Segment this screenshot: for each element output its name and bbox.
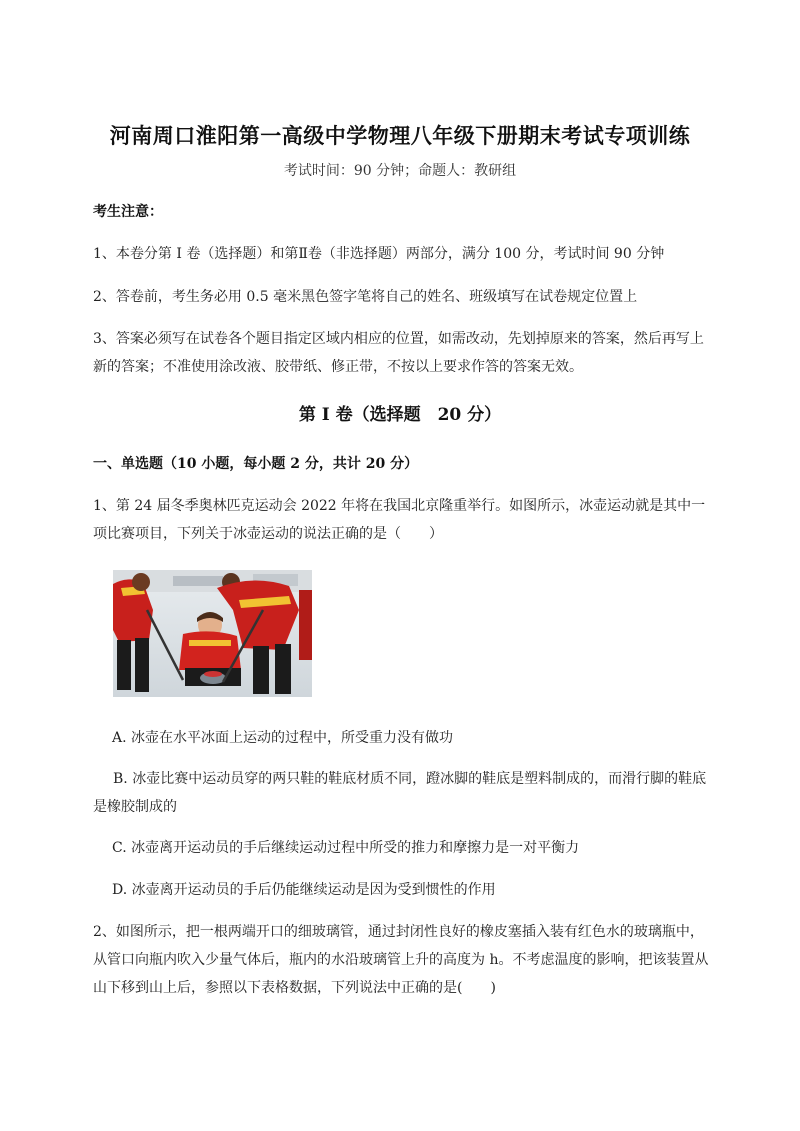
- notice-item: 3、答案必须写在试卷各个题目指定区域内相应的位置，如需改动，先划掉原来的答案，然后再写上新的答案；不准使用涂改液、胶带纸、修正带，不按以上要求作答的答案无效。: [93, 331, 704, 375]
- option-a: A. 冰壶在水平冰面上运动的过程中，所受重力没有做功: [112, 730, 454, 746]
- curling-photo: [113, 570, 312, 697]
- option-d: D. 冰壶离开运动员的手后仍能继续运动是因为受到惯性的作用: [112, 882, 496, 898]
- section-title: 第 I 卷（选择题 20 分）: [298, 405, 502, 425]
- notice-heading: 考生注意：: [93, 204, 163, 220]
- question-stem: 2、如图所示，把一根两端开口的细玻璃管，通过封闭性良好的橡皮塞插入装有红色水的玻璃瓶中，从管口向瓶内吹入少量气体后，瓶内的水沿玻璃管上升的高度为 h。不考虑温度的影响，把该装置从山下移到山上后，参照以下表格数据，下列说法中正确的是( ): [93, 924, 709, 996]
- option-b: B. 冰壶比赛中运动员穿的两只鞋的鞋底材质不同，蹬冰脚的鞋底是塑料制成的，而滑行脚的鞋底是橡胶制成的: [93, 771, 707, 815]
- question-stem: 1、第 24 届冬季奥林匹克运动会 2022 年将在我国北京隆重举行。如图所示，冰壶运动就是其中一项比赛项目，下列关于冰壶运动的说法正确的是（ ）: [93, 498, 706, 542]
- page-title: 河南周口淮阳第一高级中学物理八年级下册期末考试专项训练: [109, 123, 691, 148]
- option-c: C. 冰壶离开运动员的手后继续运动过程中所受的推力和摩擦力是一对平衡力: [112, 840, 580, 856]
- exam-info: 考试时间：90 分钟；命题人：教研组: [283, 163, 517, 179]
- notice-item: 1、本卷分第 I 卷（选择题）和第Ⅱ卷（非选择题）两部分，满分 100 分，考试时间 90 分钟: [93, 246, 665, 262]
- notice-item: 2、答卷前，考生务必用 0.5 毫米黑色签字笔将自己的姓名、班级填写在试卷规定位置上: [93, 289, 638, 305]
- part-heading: 一、单选题（10 小题，每小题 2 分，共计 20 分）: [93, 456, 419, 472]
